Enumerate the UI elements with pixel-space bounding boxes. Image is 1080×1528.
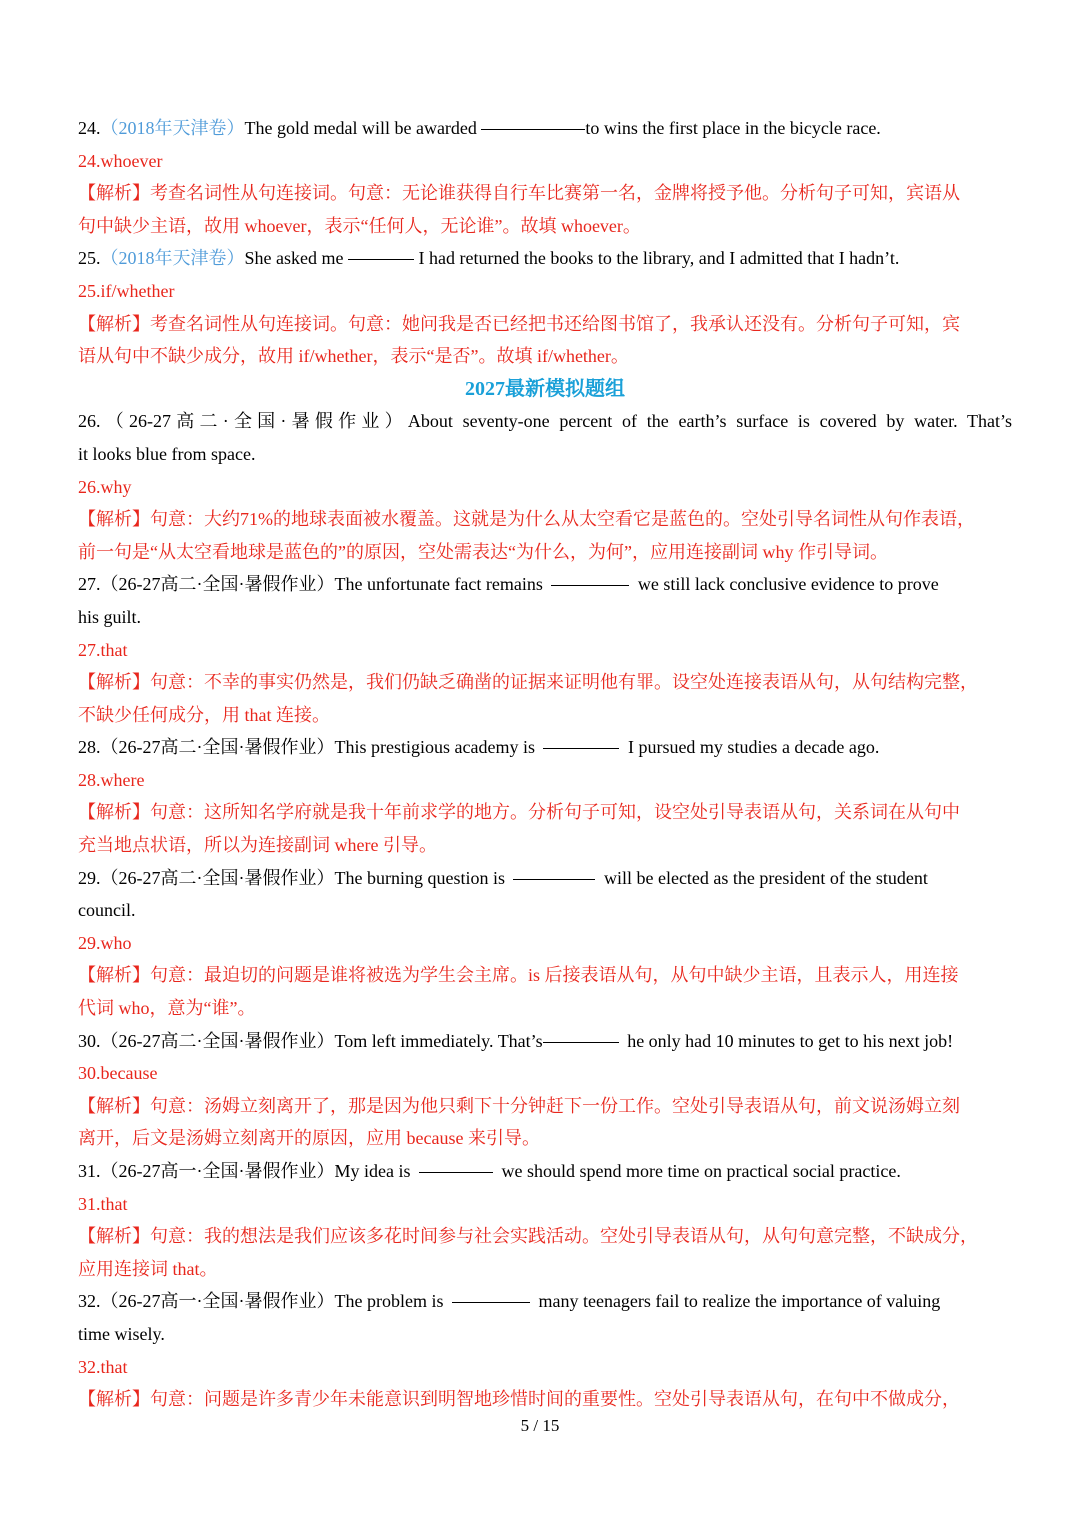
question-source: （2018年天津卷） — [100, 248, 245, 269]
question-number: 31. — [78, 1161, 101, 1181]
question-text: About seventy-one percent of the earth’s surface is covered by water. That’s — [407, 411, 1013, 432]
question-text-post: I had returned the books to the library, and I admitted that I hadn’t. — [413, 248, 900, 269]
explanation-31-line1: 【解析】句意：我的想法是我们应该多花时间参与社会实践活动。空处引导表语从句，从句句意完整，不缺成分， — [78, 1226, 978, 1247]
answer-blank — [348, 258, 414, 260]
question-32-cont: time wisely. — [78, 1323, 165, 1344]
question-26-cont: it looks blue from space. — [78, 443, 256, 464]
question-26 — [78, 405, 1012, 438]
question-text-pre: My idea is — [334, 1161, 415, 1181]
explanation-28-line2: 充当地点状语，所以为连接副词 where 引导。 — [78, 835, 437, 856]
question-text-pre: The burning question is — [334, 867, 510, 888]
question-number: 26. — [78, 411, 101, 432]
question-source: （26-27高二·全国·暑假作业） — [100, 737, 335, 758]
answer-25: 25.if/whether — [78, 280, 175, 301]
question-text-post: will be elected as the president of the student — [599, 867, 928, 888]
question-text-pre: The unfortunate fact remains — [334, 574, 548, 595]
question-number: 27. — [78, 574, 101, 595]
document-page — [78, 112, 1012, 1416]
question-30 — [78, 1025, 1012, 1058]
question-28 — [78, 731, 1012, 764]
answer-blank — [543, 1041, 619, 1043]
answer-27: 27.that — [78, 639, 128, 660]
explanation-29-line2: 代词 who，意为“谁”。 — [78, 998, 256, 1019]
explanation-24-line1: 【解析】考查名词性从句连接词。句意：无论谁获得自行车比赛第一名，金牌将授予他。分析句子可知，宾语从 — [78, 183, 960, 204]
explanation-29-line1: 【解析】句意：最迫切的问题是谁将被选为学生会主席。is 后接表语从句，从句中缺少主语，且表示人，用连接 — [78, 965, 959, 986]
answer-30: 30.because — [78, 1063, 158, 1084]
question-text-post: we should spend more time on practical social practice. — [496, 1161, 901, 1181]
explanation-27-line2: 不缺少任何成分，用 that 连接。 — [78, 704, 330, 725]
question-29-cont: council. — [78, 900, 136, 921]
explanation-26-line1: 【解析】句意：大约71%的地球表面被水覆盖。这就是为什么从太空看它是蓝色的。空处引导名词性从句作表语， — [78, 509, 975, 530]
explanation-26-line2: 前一句是“从太空看地球是蓝色的”的原因，空处需表达“为什么，为何”，应用连接副词 why 作引导词。 — [78, 541, 888, 562]
question-25 — [78, 242, 1012, 275]
section-heading: 2027最新模拟题组 — [465, 377, 625, 400]
question-number: 32. — [78, 1291, 101, 1312]
question-text-pre: This prestigious academy is — [334, 737, 540, 758]
answer-32: 32.that — [78, 1356, 128, 1377]
answer-blank — [419, 1171, 493, 1173]
question-29 — [78, 862, 1012, 895]
question-source: （2018年天津卷） — [100, 118, 245, 138]
explanation-24-line2: 句中缺少主语，故用 whoever，表示“任何人，无论谁”。故填 whoever。 — [78, 215, 641, 236]
explanation-32-line1: 【解析】句意：问题是许多青少年未能意识到明智地珍惜时间的重要性。空处引导表语从句，在句中不做成分， — [78, 1389, 960, 1410]
question-27-cont: his guilt. — [78, 606, 142, 627]
question-source: （26-27高二·全国·暑假作业） — [100, 574, 335, 595]
answer-blank — [513, 878, 595, 880]
question-32 — [78, 1285, 1012, 1318]
answer-blank — [543, 747, 619, 749]
question-source: （26-27高一·全国·暑假作业） — [100, 1291, 335, 1312]
question-27 — [78, 568, 1012, 601]
explanation-27-line1: 【解析】句意：不幸的事实仍然是，我们仍缺乏确凿的证据来证明他有罪。设空处连接表语从句，从句结构完整， — [78, 672, 978, 693]
answer-26: 26.why — [78, 476, 132, 497]
question-number: 28. — [78, 737, 101, 758]
explanation-31-line2: 应用连接词 that。 — [78, 1258, 218, 1279]
question-text-post: many teenagers fail to realize the importance of valuing — [533, 1291, 941, 1312]
question-source: （26-27高二·全国·暑假作业） — [100, 411, 408, 432]
explanation-28-line1: 【解析】句意：这所知名学府就是我十年前求学的地方。分析句子可知，设空处引导表语从句，关系词在从句中 — [78, 802, 960, 823]
question-number: 30. — [78, 1030, 101, 1051]
answer-blank — [481, 128, 585, 130]
question-source: （26-27高二·全国·暑假作业） — [100, 867, 335, 888]
question-text-pre: She asked me — [244, 248, 348, 269]
question-number: 29. — [78, 867, 101, 888]
question-24 — [78, 112, 1012, 145]
question-text-pre: Tom left immediately. That’s — [334, 1030, 543, 1051]
explanation-30-line2: 离开，后文是汤姆立刻离开的原因，应用 because 来引导。 — [78, 1128, 540, 1149]
question-text-post: to wins the first place in the bicycle race. — [585, 118, 881, 138]
answer-29: 29.who — [78, 932, 132, 953]
answer-blank — [551, 584, 629, 586]
answer-28: 28.where — [78, 769, 145, 790]
question-source: （26-27高二·全国·暑假作业） — [100, 1030, 335, 1051]
answer-blank — [452, 1301, 530, 1303]
explanation-25-line1: 【解析】考查名词性从句连接词。句意：她问我是否已经把书还给图书馆了，我承认还没有。分析句子可知，宾 — [78, 313, 960, 334]
question-text-pre: The problem is — [334, 1291, 448, 1312]
question-text-post: he only had 10 minutes to get to his next job! — [622, 1030, 954, 1051]
question-source: （26-27高一·全国·暑假作业） — [100, 1161, 335, 1181]
answer-24: 24.whoever — [78, 150, 163, 171]
question-number: 24. — [78, 118, 101, 138]
explanation-25-line2: 语从句中不缺少成分，故用 if/whether，表示“是否”。故填 if/whether。 — [78, 346, 629, 367]
answer-31: 31.that — [78, 1193, 128, 1214]
question-number: 25. — [78, 248, 101, 269]
question-31 — [78, 1155, 1012, 1188]
question-text-post: we still lack conclusive evidence to prove — [633, 574, 939, 595]
question-text-post: I pursued my studies a decade ago. — [623, 737, 880, 758]
page-number: 5 / 15 — [520, 1416, 560, 1435]
question-text-pre: The gold medal will be awarded — [244, 118, 482, 138]
explanation-30-line1: 【解析】句意：汤姆立刻离开了，那是因为他只剩下十分钟赶下一份工作。空处引导表语从句，前文说汤姆立刻 — [78, 1095, 960, 1116]
